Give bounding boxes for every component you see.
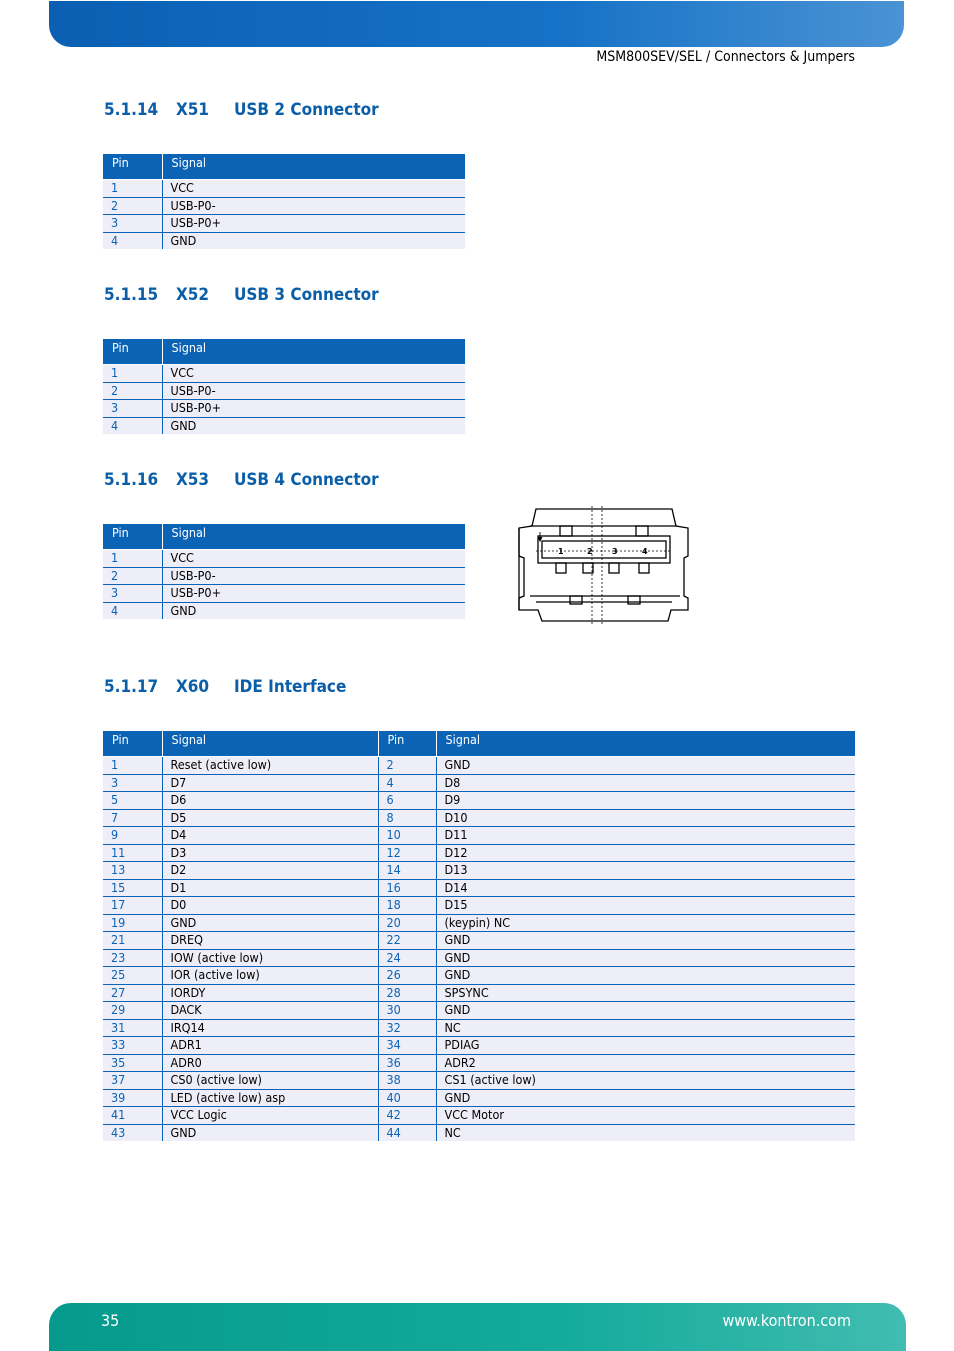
- table-row: [103, 180, 465, 198]
- table-row: [103, 757, 855, 775]
- pin-cell: 25: [103, 967, 162, 985]
- column-header-pin: Pin: [103, 731, 162, 757]
- table-row: [103, 1054, 855, 1072]
- signal-cell: GND: [162, 417, 465, 434]
- signal-cell: D4: [162, 827, 378, 845]
- signal-cell: LED (active low) asp: [162, 1089, 378, 1107]
- pin-cell: 2: [103, 197, 162, 215]
- signal-cell: D9: [436, 792, 855, 810]
- signal-cell: ADR2: [436, 1054, 855, 1072]
- signal-cell: USB-P0+: [162, 585, 465, 603]
- signal-cell: D12: [436, 844, 855, 862]
- signal-cell: SPSYNC: [436, 984, 855, 1002]
- pin-cell: 1: [103, 757, 162, 775]
- signal-cell: Reset (active low): [162, 757, 378, 775]
- column-header-signal: Signal: [162, 154, 465, 180]
- signal-cell: GND: [162, 1124, 378, 1141]
- signal-cell: IOW (active low): [162, 949, 378, 967]
- column-header-signal: Signal: [162, 524, 465, 550]
- pin-cell: 34: [378, 1037, 436, 1055]
- signal-cell: (keypin) NC: [436, 914, 855, 932]
- diagram-pin-label: 3: [612, 547, 618, 556]
- usb-connector-diagram: [516, 506, 692, 624]
- signal-cell: D5: [162, 809, 378, 827]
- table-row: [103, 1037, 855, 1055]
- diagram-pin-label: 1: [558, 547, 564, 556]
- pin-cell: 39: [103, 1089, 162, 1107]
- pin-cell: 4: [378, 774, 436, 792]
- pin-cell: 19: [103, 914, 162, 932]
- pin-cell: 5: [103, 792, 162, 810]
- table-row: [103, 1124, 855, 1141]
- signal-cell: GND: [162, 232, 465, 249]
- signal-cell: USB-P0+: [162, 215, 465, 233]
- website-link: www.kontron.com: [722, 1311, 851, 1330]
- signal-cell: USB-P0+: [162, 400, 465, 418]
- table-header-row: [103, 154, 465, 180]
- pin-cell: 4: [103, 602, 162, 619]
- signal-cell: D0: [162, 897, 378, 915]
- pinout-table-x51: [103, 154, 465, 249]
- pin-cell: 20: [378, 914, 436, 932]
- pin-cell: 36: [378, 1054, 436, 1072]
- signal-cell: D15: [436, 897, 855, 915]
- signal-cell: D1: [162, 879, 378, 897]
- table-row: [103, 365, 465, 383]
- column-header-signal: Signal: [162, 731, 378, 757]
- pin-cell: 16: [378, 879, 436, 897]
- pin-cell: 21: [103, 932, 162, 950]
- signal-cell: NC: [436, 1124, 855, 1141]
- table-row: [103, 1089, 855, 1107]
- pin-cell: 29: [103, 1002, 162, 1020]
- signal-cell: GND: [436, 757, 855, 775]
- table-row: [103, 774, 855, 792]
- pin-cell: 2: [103, 567, 162, 585]
- pin-cell: 13: [103, 862, 162, 880]
- signal-cell: IRQ14: [162, 1019, 378, 1037]
- pin-cell: 1: [103, 550, 162, 568]
- signal-cell: VCC Motor: [436, 1107, 855, 1125]
- signal-cell: CS0 (active low): [162, 1072, 378, 1090]
- table-header-row: [103, 339, 465, 365]
- pin-cell: 10: [378, 827, 436, 845]
- signal-cell: GND: [436, 932, 855, 950]
- table-header-row: [103, 731, 855, 757]
- pin-cell: 40: [378, 1089, 436, 1107]
- pin-cell: 9: [103, 827, 162, 845]
- pin-cell: 3: [103, 215, 162, 233]
- pin-cell: 1: [103, 180, 162, 198]
- section-number: 5.1.15: [104, 285, 159, 305]
- signal-cell: D6: [162, 792, 378, 810]
- table-row: [103, 792, 855, 810]
- pin-cell: 2: [378, 757, 436, 775]
- table-row: [103, 1107, 855, 1125]
- pin-cell: 18: [378, 897, 436, 915]
- connector-ref: X53: [176, 470, 210, 490]
- signal-cell: D13: [436, 862, 855, 880]
- pin-cell: 31: [103, 1019, 162, 1037]
- table-row: [103, 1002, 855, 1020]
- pinout-table-x53: [103, 524, 465, 619]
- pin-cell: 1: [103, 365, 162, 383]
- signal-cell: DREQ: [162, 932, 378, 950]
- pin-cell: 32: [378, 1019, 436, 1037]
- signal-cell: IOR (active low): [162, 967, 378, 985]
- table-row: [103, 1019, 855, 1037]
- pin-cell: 6: [378, 792, 436, 810]
- section-number: 5.1.17: [104, 677, 159, 697]
- signal-cell: D8: [436, 774, 855, 792]
- pin-cell: 35: [103, 1054, 162, 1072]
- signal-cell: ADR1: [162, 1037, 378, 1055]
- pin-cell: 22: [378, 932, 436, 950]
- section-number: 5.1.16: [104, 470, 159, 490]
- table-row: [103, 1072, 855, 1090]
- signal-cell: D3: [162, 844, 378, 862]
- column-header-pin: Pin: [378, 731, 436, 757]
- pin-cell: 38: [378, 1072, 436, 1090]
- signal-cell: IORDY: [162, 984, 378, 1002]
- table-row: [103, 550, 465, 568]
- signal-cell: GND: [436, 1002, 855, 1020]
- diagram-pin-label: 4: [642, 547, 648, 556]
- pin-cell: 44: [378, 1124, 436, 1141]
- table-row: [103, 567, 465, 585]
- pin-cell: 28: [378, 984, 436, 1002]
- signal-cell: GND: [436, 1089, 855, 1107]
- pin-cell: 3: [103, 400, 162, 418]
- pin-cell: 4: [103, 232, 162, 249]
- column-header-pin: Pin: [103, 524, 162, 550]
- table-row: [103, 602, 465, 619]
- signal-cell: USB-P0-: [162, 382, 465, 400]
- signal-cell: CS1 (active low): [436, 1072, 855, 1090]
- page-number: 35: [101, 1311, 120, 1330]
- pin-cell: 4: [103, 417, 162, 434]
- signal-cell: ADR0: [162, 1054, 378, 1072]
- pin-cell: 14: [378, 862, 436, 880]
- pinout-table-x52: [103, 339, 465, 434]
- column-header-signal: Signal: [162, 339, 465, 365]
- pin-cell: 41: [103, 1107, 162, 1125]
- table-row: [103, 382, 465, 400]
- pin-cell: 37: [103, 1072, 162, 1090]
- pin-cell: 26: [378, 967, 436, 985]
- pin-cell: 23: [103, 949, 162, 967]
- pin-cell: 24: [378, 949, 436, 967]
- signal-cell: VCC: [162, 365, 465, 383]
- pin-cell: 7: [103, 809, 162, 827]
- section-title: IDE Interface: [234, 677, 347, 697]
- column-header-signal: Signal: [436, 731, 855, 757]
- signal-cell: D2: [162, 862, 378, 880]
- signal-cell: USB-P0-: [162, 567, 465, 585]
- section-number: 5.1.14: [104, 100, 159, 120]
- pin-cell: 30: [378, 1002, 436, 1020]
- table-row: [103, 984, 855, 1002]
- signal-cell: D7: [162, 774, 378, 792]
- signal-cell: DACK: [162, 1002, 378, 1020]
- pin-cell: 8: [378, 809, 436, 827]
- signal-cell: D11: [436, 827, 855, 845]
- signal-cell: VCC Logic: [162, 1107, 378, 1125]
- pin-cell: 2: [103, 382, 162, 400]
- table-row: [103, 417, 465, 434]
- table-row: [103, 400, 465, 418]
- signal-cell: NC: [436, 1019, 855, 1037]
- table-row: [103, 215, 465, 233]
- connector-ref: X52: [176, 285, 210, 305]
- table-row: [103, 949, 855, 967]
- column-header-pin: Pin: [103, 339, 162, 365]
- signal-cell: D10: [436, 809, 855, 827]
- pin-cell: 11: [103, 844, 162, 862]
- pin-cell: 42: [378, 1107, 436, 1125]
- connector-ref: X60: [176, 677, 210, 697]
- signal-cell: GND: [162, 914, 378, 932]
- signal-cell: GND: [162, 602, 465, 619]
- diagram-pin-label: 2: [587, 547, 593, 556]
- table-row: [103, 827, 855, 845]
- signal-cell: VCC: [162, 550, 465, 568]
- pin-cell: 43: [103, 1124, 162, 1141]
- table-row: [103, 232, 465, 249]
- table-row: [103, 897, 855, 915]
- table-row: [103, 862, 855, 880]
- pin-cell: 3: [103, 585, 162, 603]
- signal-cell: USB-P0-: [162, 197, 465, 215]
- table-row: [103, 844, 855, 862]
- signal-cell: GND: [436, 967, 855, 985]
- pin-cell: 33: [103, 1037, 162, 1055]
- pin-cell: 17: [103, 897, 162, 915]
- section-title: USB 2 Connector: [234, 100, 379, 120]
- table-row: [103, 879, 855, 897]
- pin-cell: 12: [378, 844, 436, 862]
- header-banner: [49, 1, 904, 47]
- signal-cell: VCC: [162, 180, 465, 198]
- section-title: USB 4 Connector: [234, 470, 379, 490]
- signal-cell: GND: [436, 949, 855, 967]
- document-title: MSM800SEV/SEL / Connectors & Jumpers: [596, 49, 855, 65]
- pinout-table-x60: [103, 731, 855, 1141]
- table-row: [103, 585, 465, 603]
- table-row: [103, 197, 465, 215]
- connector-ref: X51: [176, 100, 210, 120]
- section-title: USB 3 Connector: [234, 285, 379, 305]
- table-row: [103, 809, 855, 827]
- table-header-row: [103, 524, 465, 550]
- table-row: [103, 914, 855, 932]
- table-row: [103, 932, 855, 950]
- table-row: [103, 967, 855, 985]
- signal-cell: D14: [436, 879, 855, 897]
- column-header-pin: Pin: [103, 154, 162, 180]
- signal-cell: PDIAG: [436, 1037, 855, 1055]
- pin-cell: 27: [103, 984, 162, 1002]
- pin-cell: 15: [103, 879, 162, 897]
- pin-cell: 3: [103, 774, 162, 792]
